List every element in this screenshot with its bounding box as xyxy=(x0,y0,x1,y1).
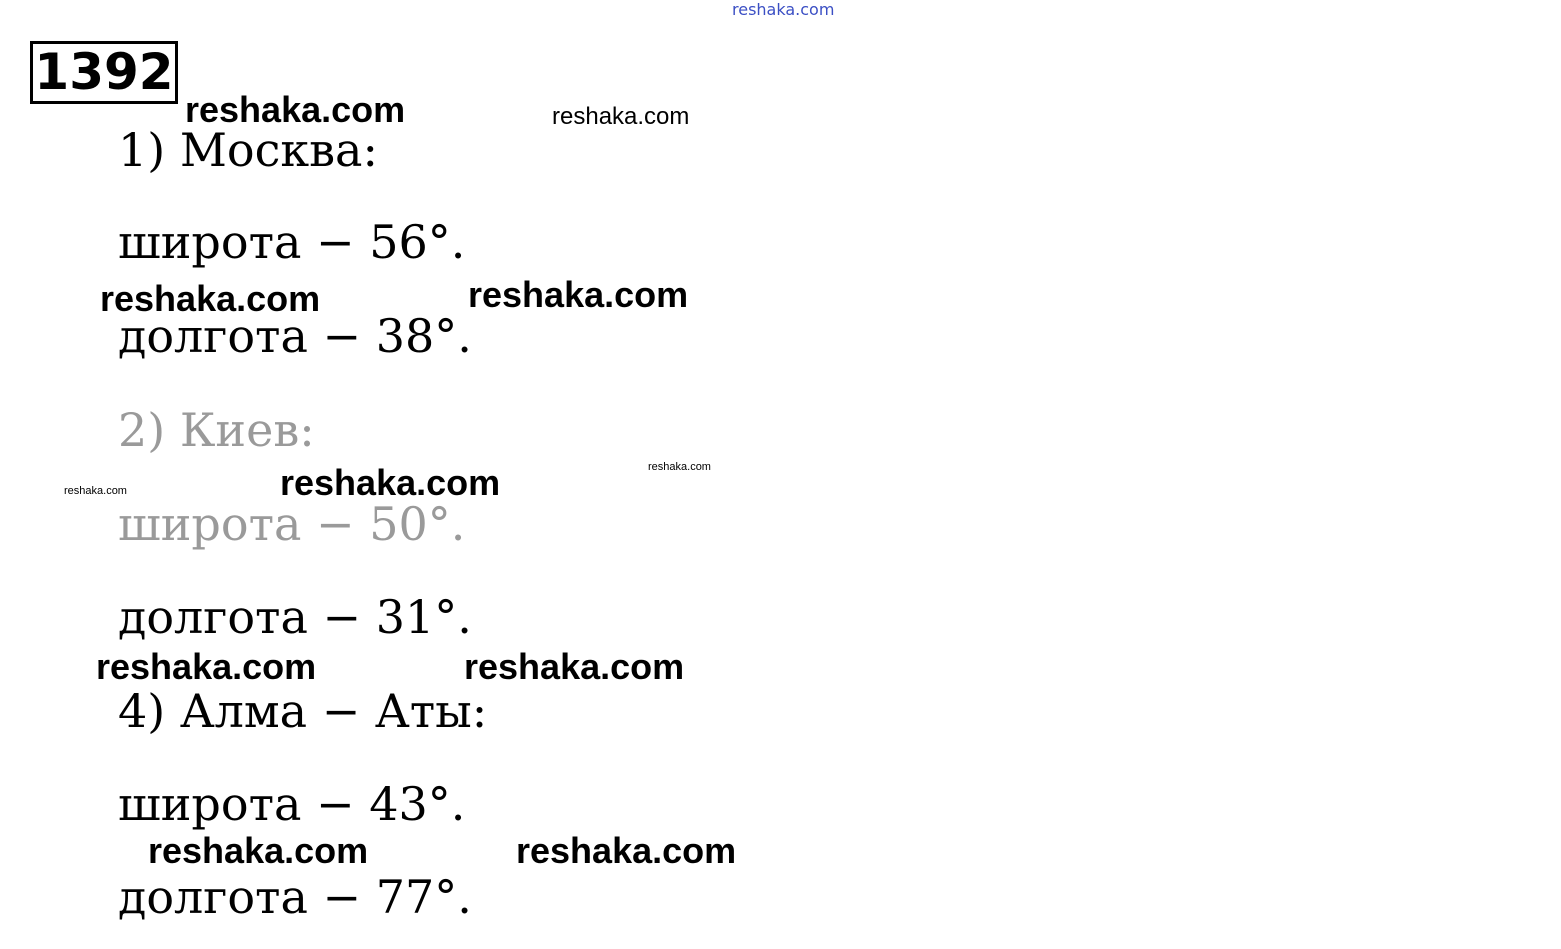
watermark: reshaka.com xyxy=(648,461,711,473)
section-heading-alma-ata: 4) Алма − Аты: xyxy=(118,684,488,738)
site-watermark-top: reshaka.com xyxy=(732,0,835,19)
watermark: reshaka.com xyxy=(185,89,406,130)
longitude-moscow: долгота − 38°. xyxy=(118,309,472,363)
watermark: reshaka.com xyxy=(468,274,689,315)
watermark: reshaka.com xyxy=(96,646,317,687)
latitude-kiev: широта − 50°. xyxy=(118,497,466,551)
latitude-moscow: широта − 56°. xyxy=(118,215,466,269)
watermark: reshaka.com xyxy=(280,462,501,503)
watermark: reshaka.com xyxy=(464,646,685,687)
watermark: reshaka.com xyxy=(148,830,369,871)
section-heading-kiev: 2) Киев: xyxy=(118,403,315,457)
section-heading-moscow: 1) Москва: xyxy=(118,123,378,177)
watermark: reshaka.com xyxy=(100,278,321,319)
watermark: reshaka.com xyxy=(516,830,737,871)
latitude-alma-ata: широта − 43°. xyxy=(118,777,466,831)
watermark: reshaka.com xyxy=(64,485,127,497)
longitude-alma-ata: долгота − 77°. xyxy=(118,870,472,924)
problem-number-box: 1392 xyxy=(30,41,178,104)
watermark: reshaka.com xyxy=(552,103,690,130)
longitude-kiev: долгота − 31°. xyxy=(118,590,472,644)
